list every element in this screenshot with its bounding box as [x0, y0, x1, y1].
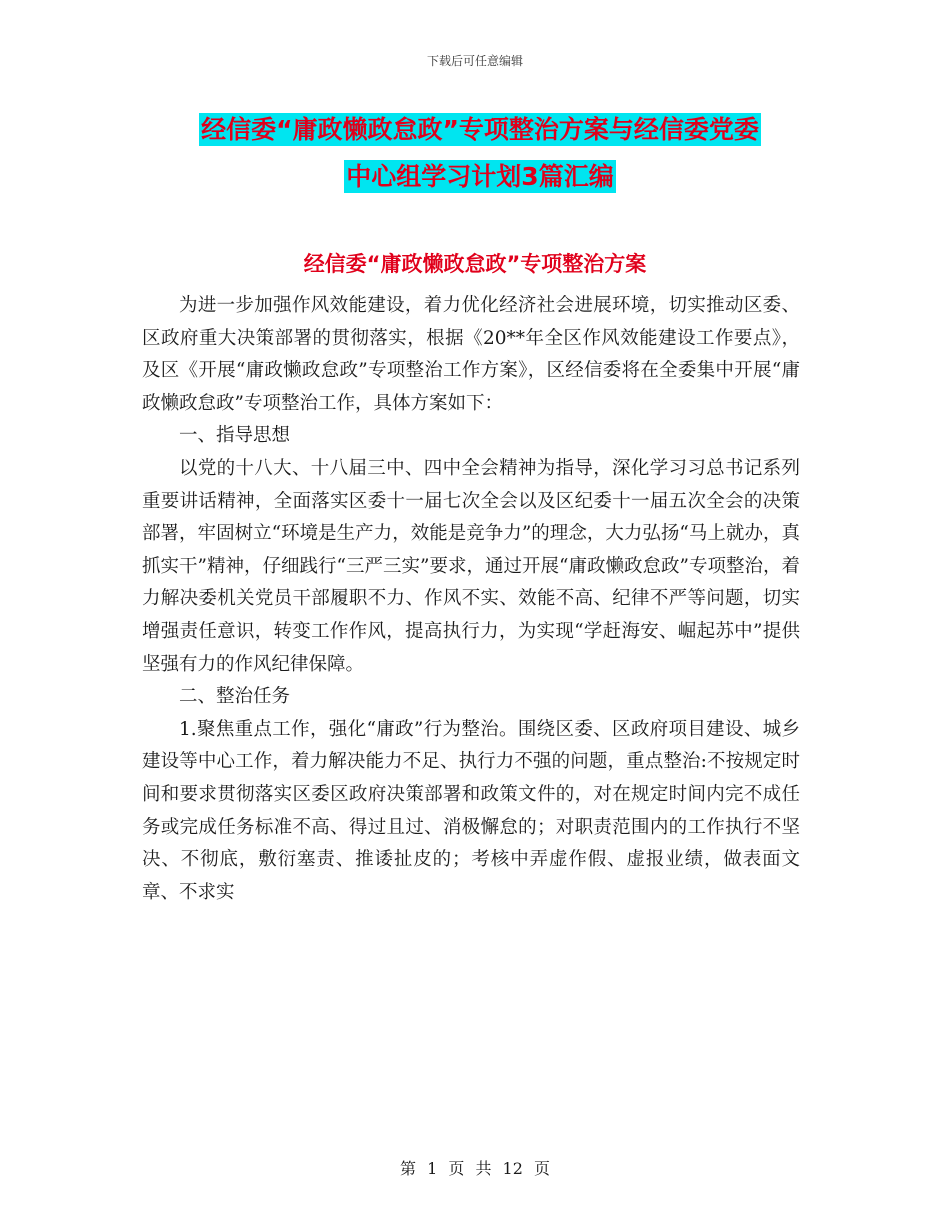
main-title-line-2: 中心组学习计划3篇汇编: [346, 162, 614, 191]
document-body: [142, 290, 800, 909]
main-title-line-1: 经信委“庸政懒政怠政”专项整治方案与经信委党委: [201, 115, 759, 144]
document-main-title: [140, 106, 820, 200]
paragraph-intro: 为进一步加强作风效能建设，着力优化经济社会进展环境，切实推动区委、区政府重大决策部署的贯彻落实，根据《20**年全区作风效能建设工作要点》，及区《开展“庸政懒政怠政”专项整治工作方案》，区经信委将在全委集中开展“庸政懒政怠政”专项整治工作，具体方案如下：: [142, 295, 800, 414]
header-note: 下载后可任意编辑: [426, 54, 523, 68]
heading-guiding-ideology: 一、指导思想: [179, 425, 291, 447]
heading-rectification-tasks: 二、整治任务: [179, 686, 291, 708]
paragraph-guiding-ideology: 以党的十八大、十八届三中、四中全会精神为指导，深化学习习总书记系列重要讲话精神，全面落实区委十一届七次全会以及区纪委十一届五次全会的决策部署，牢固树立“环境是生产力，效能是竞争力”的理念，大力弘扬“马上就办，真抓实干”精神，仔细践行“三严三实”要求，通过开展“庸政懒政怠政”专项整治，着力解决委机关党员干部履职不力、作风不实、效能不高、纪律不严等问题，切实增强责任意识，转变工作作风，提高执行力，为实现“学赶海安、崛起苏中”提供坚强有力的作风纪律保障。: [142, 457, 800, 675]
paragraph-task-1: 1.聚焦重点工作，强化“庸政”行为整治。围绕区委、区政府项目建设、城乡建设等中心工作，着力解决能力不足、执行力不强的问题，重点整治:不按规定时间和要求贯彻落实区委区政府决策部署和政策文件的，对在规定时间内完不成任务或完成任务标准不高、得过且过、消极懈怠的；对职责范围内的工作执行不坚决、不彻底，敷衍塞责、推诿扯皮的；考核中弄虚作假、虚报业绩，做表面文章、不求实: [142, 718, 800, 903]
section-title: 经信委“庸政懒政怠政”专项整治方案: [303, 252, 647, 276]
page-footer: 第 1 页 共 12 页: [400, 1159, 550, 1178]
